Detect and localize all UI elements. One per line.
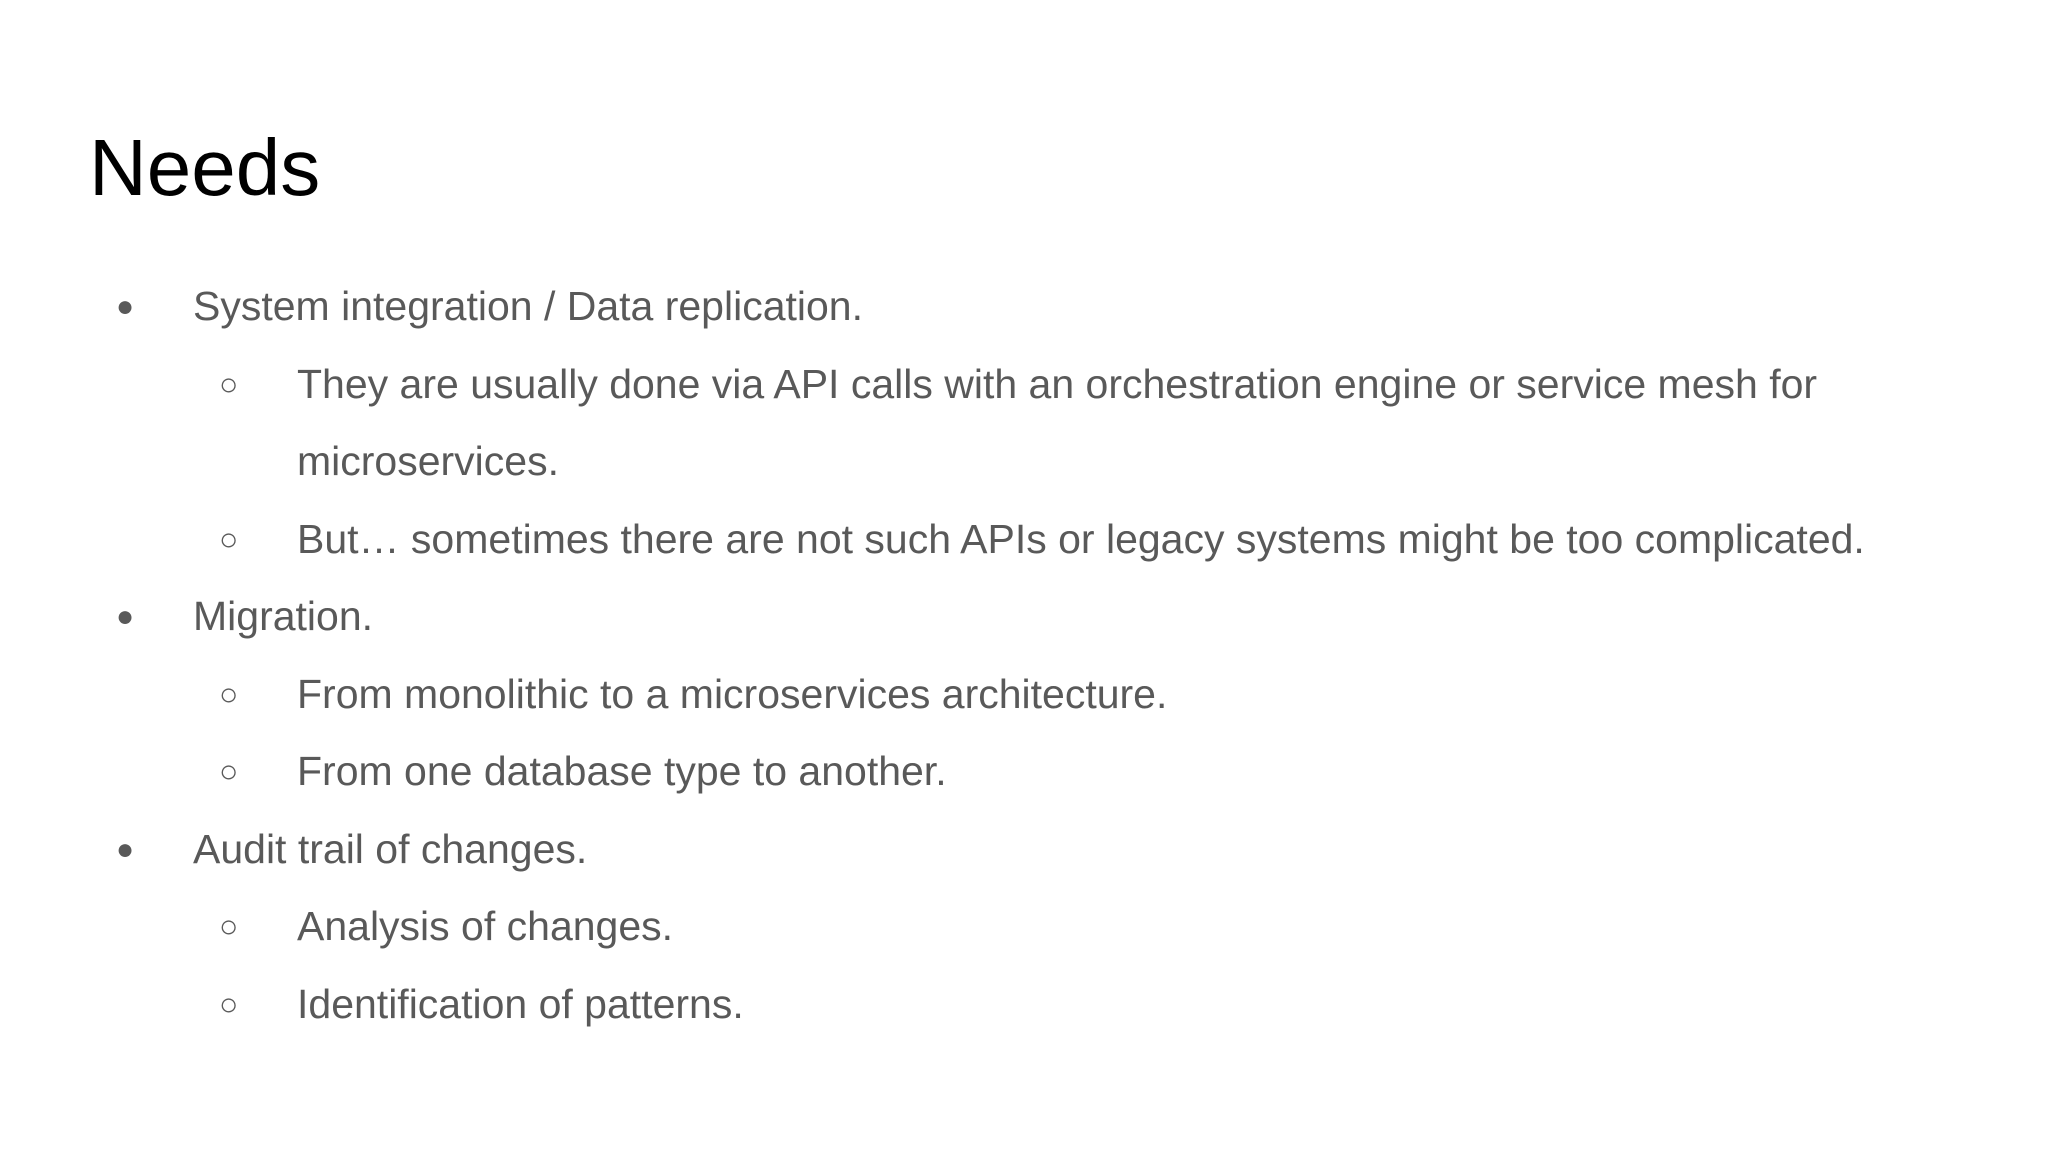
hollow-bullet-icon: ○ <box>219 908 239 944</box>
hollow-bullet-icon: ○ <box>219 520 239 557</box>
sub-list-item-label: They are usually done via API calls with an orchestration engine or service mesh for microservices. <box>297 360 1818 484</box>
filled-bullet-icon: ● <box>116 600 135 633</box>
bullet-list <box>0 268 2048 1043</box>
hollow-bullet-icon: ○ <box>219 675 239 712</box>
filled-bullet-icon: ● <box>116 290 135 323</box>
list-item <box>0 811 2048 889</box>
sub-list-item-label: But… sometimes there are not such APIs or legacy systems might be too complicated. <box>297 515 1865 562</box>
sub-list-item-label: From one database type to another. <box>297 748 947 794</box>
sub-list-item <box>0 656 2048 734</box>
sub-list-item-label: Analysis of changes. <box>297 903 674 949</box>
list-item-label: System integration / Data replication. <box>193 283 863 329</box>
sub-list-item <box>0 733 2048 811</box>
sub-list-item <box>0 501 2048 579</box>
hollow-bullet-icon: ○ <box>219 753 239 789</box>
list-item-label: Audit trail of changes. <box>193 825 588 872</box>
sub-list-item <box>0 888 2048 966</box>
list-item <box>0 268 2048 346</box>
sub-list-item-label: Identification of patterns. <box>297 980 744 1027</box>
sub-list-item <box>0 966 2048 1044</box>
slide-title: Needs <box>89 123 321 212</box>
list-item-label: Migration. <box>193 593 374 639</box>
list-item <box>0 578 2048 656</box>
filled-bullet-icon: ● <box>116 832 135 866</box>
sub-list-item <box>0 346 2048 501</box>
hollow-bullet-icon: ○ <box>219 985 239 1022</box>
hollow-bullet-icon: ○ <box>219 365 239 402</box>
sub-list-item-label: From monolithic to a microservices architecture. <box>297 670 1168 717</box>
